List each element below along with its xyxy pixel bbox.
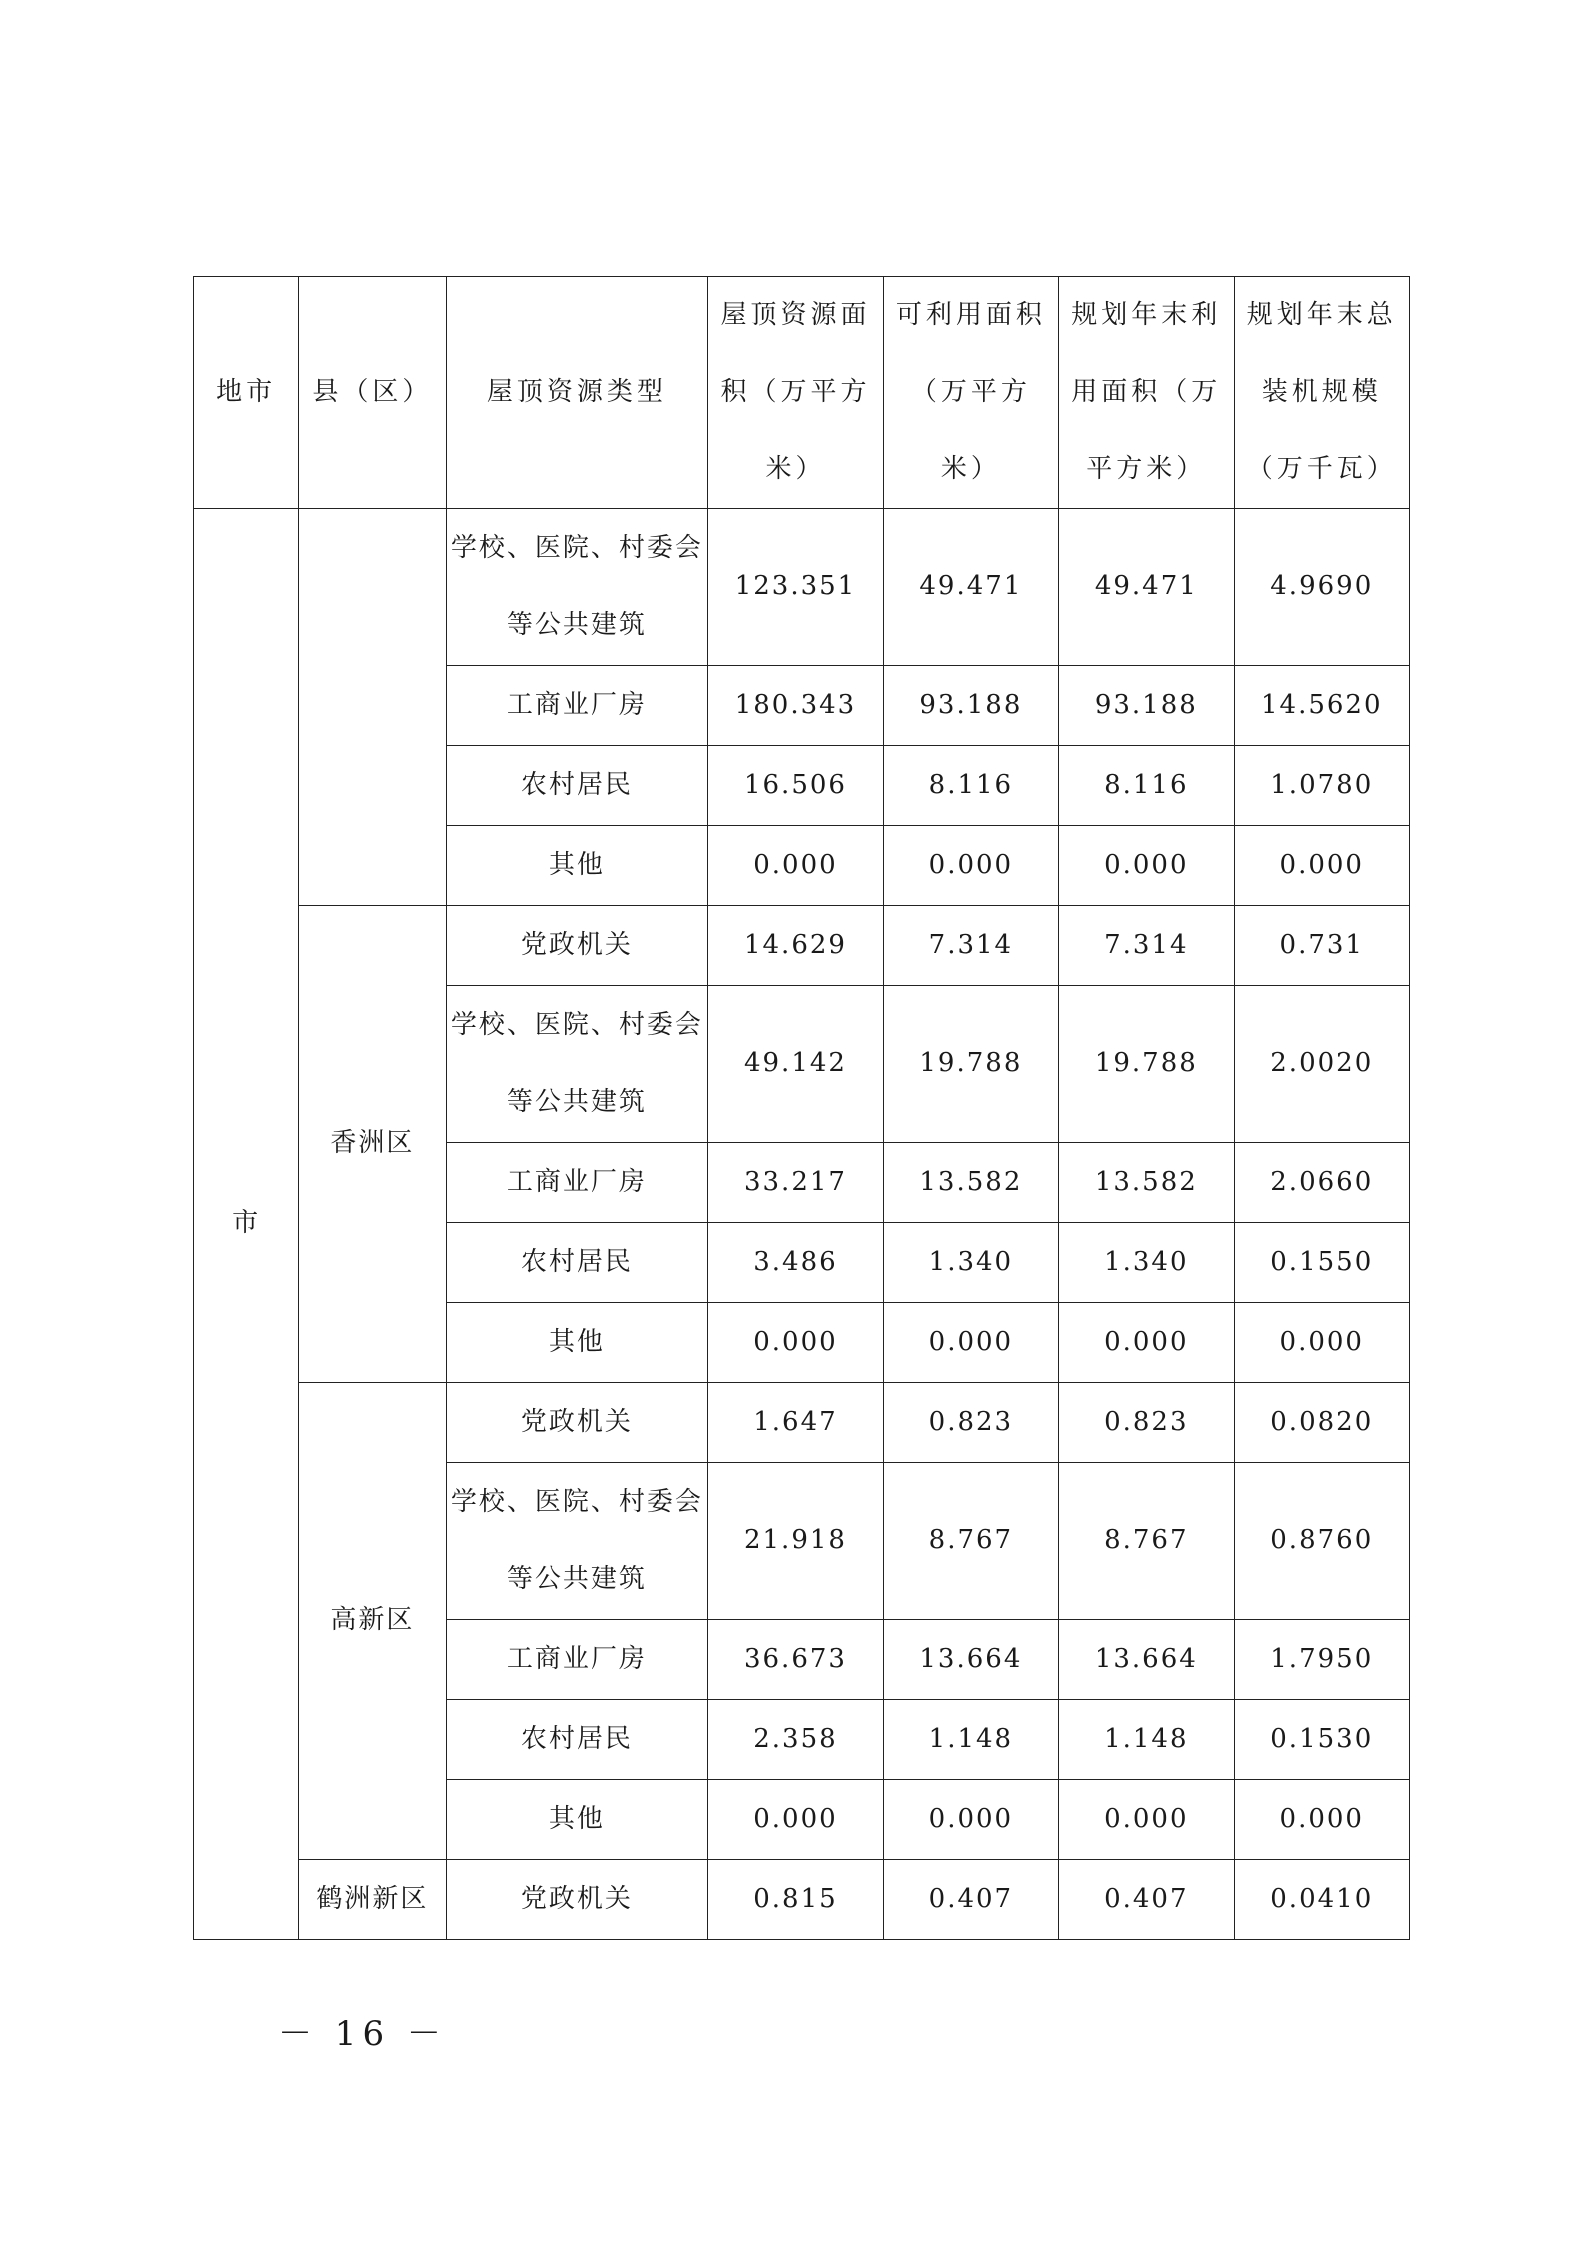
type-cell: 农村居民	[446, 1223, 708, 1303]
table-row	[194, 1860, 1410, 1940]
type-cell: 党政机关	[446, 1383, 708, 1463]
county-cell: 鹤洲新区	[299, 1860, 446, 1940]
table-row	[194, 509, 1410, 666]
page-number: － 16 －	[278, 2014, 447, 2054]
table-row	[194, 906, 1410, 986]
planned-usable-cell: 1.340	[1059, 1223, 1234, 1303]
planned-capacity-cell: 1.7950	[1234, 1620, 1409, 1700]
planned-usable-cell: 93.188	[1059, 666, 1234, 746]
planned-capacity-cell: 0.0820	[1234, 1383, 1409, 1463]
planned-usable-cell: 0.000	[1059, 1303, 1234, 1383]
planned-usable-cell: 19.788	[1059, 986, 1234, 1143]
header-planned-capacity: 规划年末总装机规模（万千瓦）	[1234, 277, 1409, 509]
type-cell: 农村居民	[446, 746, 708, 826]
planned-usable-cell: 0.407	[1059, 1860, 1234, 1940]
planned-capacity-cell: 0.731	[1234, 906, 1409, 986]
planned-capacity-cell: 4.9690	[1234, 509, 1409, 666]
area-cell: 1.647	[708, 1383, 883, 1463]
planned-usable-cell: 0.000	[1059, 826, 1234, 906]
usable-cell: 93.188	[883, 666, 1058, 746]
county-cell	[299, 509, 446, 906]
planned-usable-cell: 0.000	[1059, 1780, 1234, 1860]
area-cell: 21.918	[708, 1463, 883, 1620]
type-cell: 其他	[446, 1303, 708, 1383]
header-city: 地市	[194, 277, 299, 509]
usable-cell: 13.664	[883, 1620, 1058, 1700]
type-cell: 学校、医院、村委会等公共建筑	[446, 1463, 708, 1620]
usable-cell: 19.788	[883, 986, 1058, 1143]
usable-cell: 8.116	[883, 746, 1058, 826]
header-planned-usable: 规划年末利用面积（万平方米）	[1059, 277, 1234, 509]
county-cell: 高新区	[299, 1383, 446, 1860]
county-cell: 香洲区	[299, 906, 446, 1383]
area-cell: 16.506	[708, 746, 883, 826]
planned-capacity-cell: 0.0410	[1234, 1860, 1409, 1940]
area-cell: 33.217	[708, 1143, 883, 1223]
area-cell: 0.000	[708, 1780, 883, 1860]
area-cell: 3.486	[708, 1223, 883, 1303]
area-cell: 0.815	[708, 1860, 883, 1940]
type-cell: 党政机关	[446, 906, 708, 986]
planned-usable-cell: 8.767	[1059, 1463, 1234, 1620]
usable-cell: 0.407	[883, 1860, 1058, 1940]
planned-usable-cell: 13.664	[1059, 1620, 1234, 1700]
planned-capacity-cell: 2.0020	[1234, 986, 1409, 1143]
type-cell: 农村居民	[446, 1700, 708, 1780]
table-row	[194, 1383, 1410, 1463]
usable-cell: 8.767	[883, 1463, 1058, 1620]
header-type: 屋顶资源类型	[446, 277, 708, 509]
planned-usable-cell: 0.823	[1059, 1383, 1234, 1463]
planned-capacity-cell: 0.1530	[1234, 1700, 1409, 1780]
planned-capacity-cell: 14.5620	[1234, 666, 1409, 746]
planned-capacity-cell: 2.0660	[1234, 1143, 1409, 1223]
planned-usable-cell: 13.582	[1059, 1143, 1234, 1223]
header-usable: 可利用面积（万平方米）	[883, 277, 1058, 509]
planned-capacity-cell: 0.000	[1234, 826, 1409, 906]
usable-cell: 0.823	[883, 1383, 1058, 1463]
type-cell: 学校、医院、村委会等公共建筑	[446, 986, 708, 1143]
area-cell: 2.358	[708, 1700, 883, 1780]
planned-usable-cell: 1.148	[1059, 1700, 1234, 1780]
area-cell: 14.629	[708, 906, 883, 986]
usable-cell: 1.148	[883, 1700, 1058, 1780]
area-cell: 0.000	[708, 826, 883, 906]
planned-capacity-cell: 0.000	[1234, 1303, 1409, 1383]
type-cell: 党政机关	[446, 1860, 708, 1940]
type-cell: 学校、医院、村委会等公共建筑	[446, 509, 708, 666]
area-cell: 36.673	[708, 1620, 883, 1700]
type-cell: 工商业厂房	[446, 666, 708, 746]
type-cell: 工商业厂房	[446, 1143, 708, 1223]
usable-cell: 0.000	[883, 1303, 1058, 1383]
type-cell: 其他	[446, 826, 708, 906]
usable-cell: 7.314	[883, 906, 1058, 986]
planned-capacity-cell: 0.1550	[1234, 1223, 1409, 1303]
header-county: 县（区）	[299, 277, 446, 509]
planned-usable-cell: 8.116	[1059, 746, 1234, 826]
area-cell: 49.142	[708, 986, 883, 1143]
type-cell: 其他	[446, 1780, 708, 1860]
table-header-row	[194, 277, 1410, 509]
area-cell: 180.343	[708, 666, 883, 746]
planned-usable-cell: 49.471	[1059, 509, 1234, 666]
rooftop-resource-table	[193, 276, 1410, 1940]
header-area: 屋顶资源面积（万平方米）	[708, 277, 883, 509]
planned-capacity-cell: 0.8760	[1234, 1463, 1409, 1620]
planned-capacity-cell: 0.000	[1234, 1780, 1409, 1860]
usable-cell: 0.000	[883, 1780, 1058, 1860]
planned-usable-cell: 7.314	[1059, 906, 1234, 986]
type-cell: 工商业厂房	[446, 1620, 708, 1700]
planned-capacity-cell: 1.0780	[1234, 746, 1409, 826]
area-cell: 0.000	[708, 1303, 883, 1383]
usable-cell: 0.000	[883, 826, 1058, 906]
area-cell: 123.351	[708, 509, 883, 666]
usable-cell: 13.582	[883, 1143, 1058, 1223]
city-cell: 市	[194, 509, 299, 1940]
usable-cell: 1.340	[883, 1223, 1058, 1303]
usable-cell: 49.471	[883, 509, 1058, 666]
